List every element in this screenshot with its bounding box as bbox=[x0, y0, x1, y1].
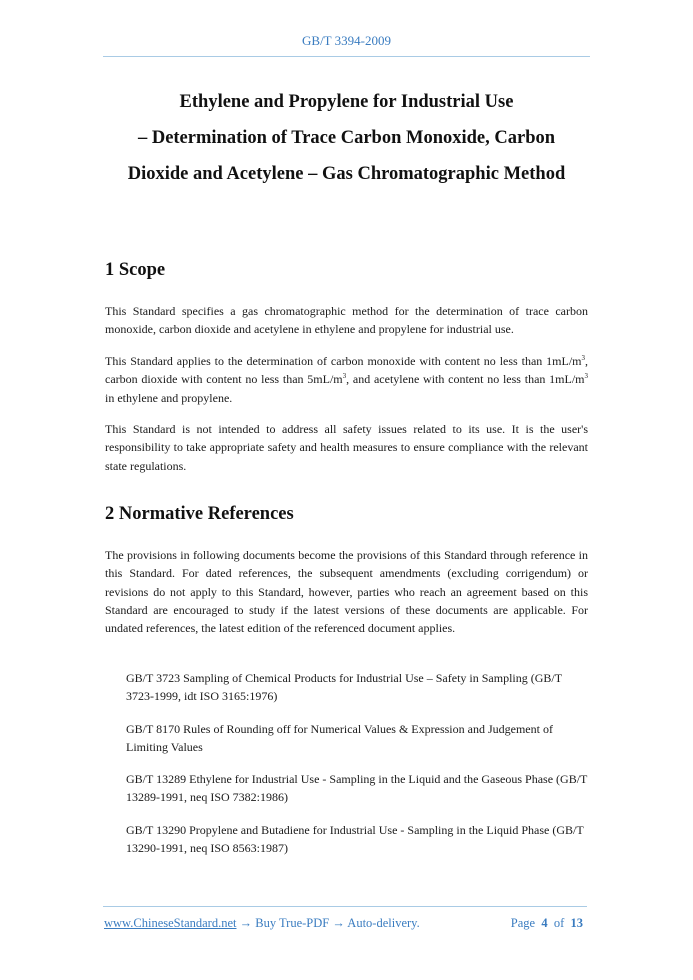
standard-code: GB/T 3394-2009 bbox=[302, 33, 391, 48]
page-total: 13 bbox=[570, 916, 583, 930]
header-divider bbox=[103, 56, 590, 57]
superscript: 3 bbox=[581, 354, 585, 362]
page-footer bbox=[104, 916, 587, 931]
scope-p2-text-d: in ethylene and propylene. bbox=[105, 390, 233, 405]
footer-divider bbox=[103, 906, 587, 907]
page-current: 4 bbox=[541, 916, 548, 930]
scope-paragraph-3: This Standard is not intended to address all safety issues related to its use. It is the user's responsibility to take appropriate safety and health measures to ensure compliance with the relevant state regulations. bbox=[105, 422, 588, 473]
title-line-1: Ethylene and Propylene for Industrial Use bbox=[179, 92, 514, 112]
reference-item: GB/T 13289 Ethylene for Industrial Use - Sampling in the Liquid and the Gaseous Phase (GB/T 13289-1991, neq ISO 7382:1986) bbox=[126, 772, 588, 805]
reference-item: GB/T 13290 Propylene and Butadiene for Industrial Use - Sampling in the Liquid Phase (GB/T 13290-1991, neq ISO 8563:1987) bbox=[126, 823, 584, 856]
page-header bbox=[103, 0, 590, 58]
scope-paragraph-1: This Standard specifies a gas chromatographic method for the determination of trace carbon monoxide, carbon dioxide and acetylene in ethylene and propylene for industrial use. bbox=[105, 304, 588, 337]
scope-paragraph-2 bbox=[105, 352, 588, 407]
scope-p2-text-a: This Standard applies to the determination of carbon monoxide with content no less than 1mL/m bbox=[105, 354, 582, 368]
scope-p2-text-c: , and acetylene with content no less than 1mL/m bbox=[346, 372, 585, 387]
section-heading-normative-references: 2 Normative References bbox=[105, 504, 294, 524]
footer-tagline: → Buy True-PDF → Auto-delivery. bbox=[236, 916, 420, 930]
page-of-label: of bbox=[553, 916, 565, 930]
section-heading-scope: 1 Scope bbox=[105, 260, 166, 280]
page-label: Page bbox=[510, 916, 536, 930]
title-line-2: – Determination of Trace Carbon Monoxide, Carbon bbox=[137, 128, 556, 148]
reference-item: GB/T 8170 Rules of Rounding off for Numerical Values & Expression and Judgement of Limiting Values bbox=[126, 722, 553, 755]
title-line-3: Dioxide and Acetylene – Gas Chromatographic Method bbox=[127, 164, 566, 184]
document-title bbox=[90, 84, 603, 192]
superscript: 3 bbox=[342, 372, 347, 381]
superscript: 3 bbox=[584, 372, 588, 381]
scope-p2-text-b: , carbon dioxide with content no less than 5mL/m bbox=[105, 354, 588, 387]
page-indicator bbox=[511, 916, 583, 931]
reference-item: GB/T 3723 Sampling of Chemical Products for Industrial Use – Safety in Sampling (GB/T 3723-1999, idt ISO 3165:1976) bbox=[126, 671, 562, 704]
website-link[interactable]: www.ChineseStandard.net bbox=[104, 916, 237, 930]
normative-intro-paragraph: The provisions in following documents become the provisions of this Standard through reference in this Standard. For dated references, the subsequent amendments (excluding corrigendum) or revisions do not apply to this Standard, however, parties who reach an agreement based on this Standard are encouraged to study if the latest versions of these documents are applicable. For undated references, the latest edition of the referenced document applies. bbox=[105, 548, 588, 636]
